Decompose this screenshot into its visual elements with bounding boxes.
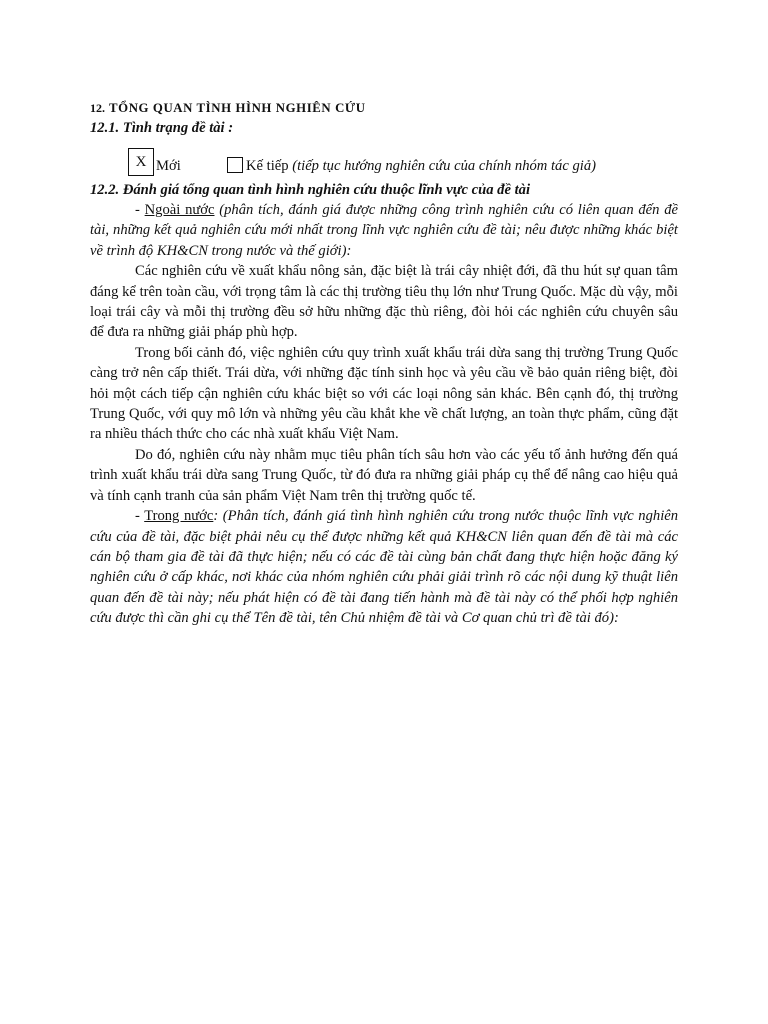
status-options bbox=[90, 142, 678, 180]
section-number: 12. bbox=[90, 101, 105, 115]
subsection-title-status: 12.1. Tình trạng đề tài : bbox=[90, 120, 234, 136]
label-next-text: Kế tiếp bbox=[246, 158, 289, 174]
foreign-dash: - bbox=[135, 202, 145, 218]
foreign-label: Ngoài nước bbox=[144, 202, 215, 218]
subsection-title-overview: 12.2. Đánh giá tổng quan tình hình nghiên cứu thuộc lĩnh vực của đề tài bbox=[90, 182, 531, 198]
domestic-research-intro bbox=[90, 506, 678, 628]
checkbox-new[interactable]: X bbox=[128, 148, 154, 176]
section-title: TỔNG QUAN TÌNH HÌNH NGHIÊN CỨU bbox=[109, 101, 366, 115]
label-new: Mới bbox=[156, 158, 181, 174]
domestic-label: Trong nước bbox=[144, 508, 214, 525]
label-next-note: (tiếp tục hướng nghiên cứu của chính nhóm tác giả) bbox=[292, 158, 596, 174]
body-paragraph-2: Trong bối cảnh đó, việc nghiên cứu quy trình xuất khẩu trái dừa sang thị trường Trung Quốc càng trở nên cấp thiết. Trái dừa, với những đặc tính sinh học và yêu cầu về bảo quản riêng biệt, đòi hỏi một cách tiếp cận nghiên cứu khác biệt so với các loại nông sản khác. Bên cạnh đó, thị trường Trung Quốc, với quy mô lớn và những yêu cầu khắt khe về chất lượng, an toàn thực phẩm, cũng đặt ra nhiều thách thức cho các nhà xuất khẩu Việt Nam. bbox=[90, 344, 678, 443]
domestic-note: : (Phân tích, đánh giá tình hình nghiên cứu trong nước thuộc lĩnh vực nghiên cứu của đề tài, đặc biệt phải nêu cụ thể được những kết quả KH&CN liên quan đến đề tài mà các cán bộ tham gia đề tài đã thực hiện; nếu có các đề tài cùng bản chất đang thực hiện hoặc đăng ký nghiên cứu ở cấp khác, nơi khác của nhóm nghiên cứu phải giải trình rõ các nội dung kỹ thuật liên quan đến đề tài này; nếu phát hiện có đề tài đang tiến hành mà đề tài này có thể phối hợp nghiên cứu được thì cần ghi cụ thể Tên đề tài, tên Chủ nhiệm đề tài và Cơ quan chủ trì đề tài đó): bbox=[90, 508, 679, 627]
section-heading bbox=[90, 98, 678, 118]
checkbox-next[interactable] bbox=[227, 157, 243, 173]
document-page bbox=[90, 98, 678, 629]
label-next bbox=[246, 156, 596, 176]
foreign-note: (phân tích, đánh giá được những công trình nghiên cứu có liên quan đến đề tài, những kết quả nghiên cứu mới nhất trong lĩnh vực nghiên cứu đề tài; nêu được những khác biệt về trình độ KH&CN trong nước và thế giới): bbox=[90, 202, 678, 259]
body-paragraph-3: Do đó, nghiên cứu này nhằm mục tiêu phân tích sâu hơn vào các yếu tố ảnh hưởng đến quá trình xuất khẩu trái dừa sang Trung Quốc, từ đó đưa ra những giải pháp cụ thể để nâng cao hiệu quả và tính cạnh tranh của sản phẩm Việt Nam trên thị trường quốc tế. bbox=[90, 446, 678, 504]
domestic-dash: - bbox=[135, 508, 145, 525]
body-paragraph-1: Các nghiên cứu về xuất khẩu nông sản, đặc biệt là trái cây nhiệt đới, đã thu hút sự quan tâm đáng kể trên toàn cầu, với trọng tâm là các thị trường tiêu thụ lớn như Trung Quốc. Mặc dù vậy, mỗi loại trái cây và mỗi thị trường đều sở hữu những đặc thù riêng, đòi hỏi các nghiên cứu chuyên sâu để đưa ra những giải pháp phù hợp. bbox=[90, 263, 678, 341]
foreign-research-intro bbox=[90, 200, 678, 261]
